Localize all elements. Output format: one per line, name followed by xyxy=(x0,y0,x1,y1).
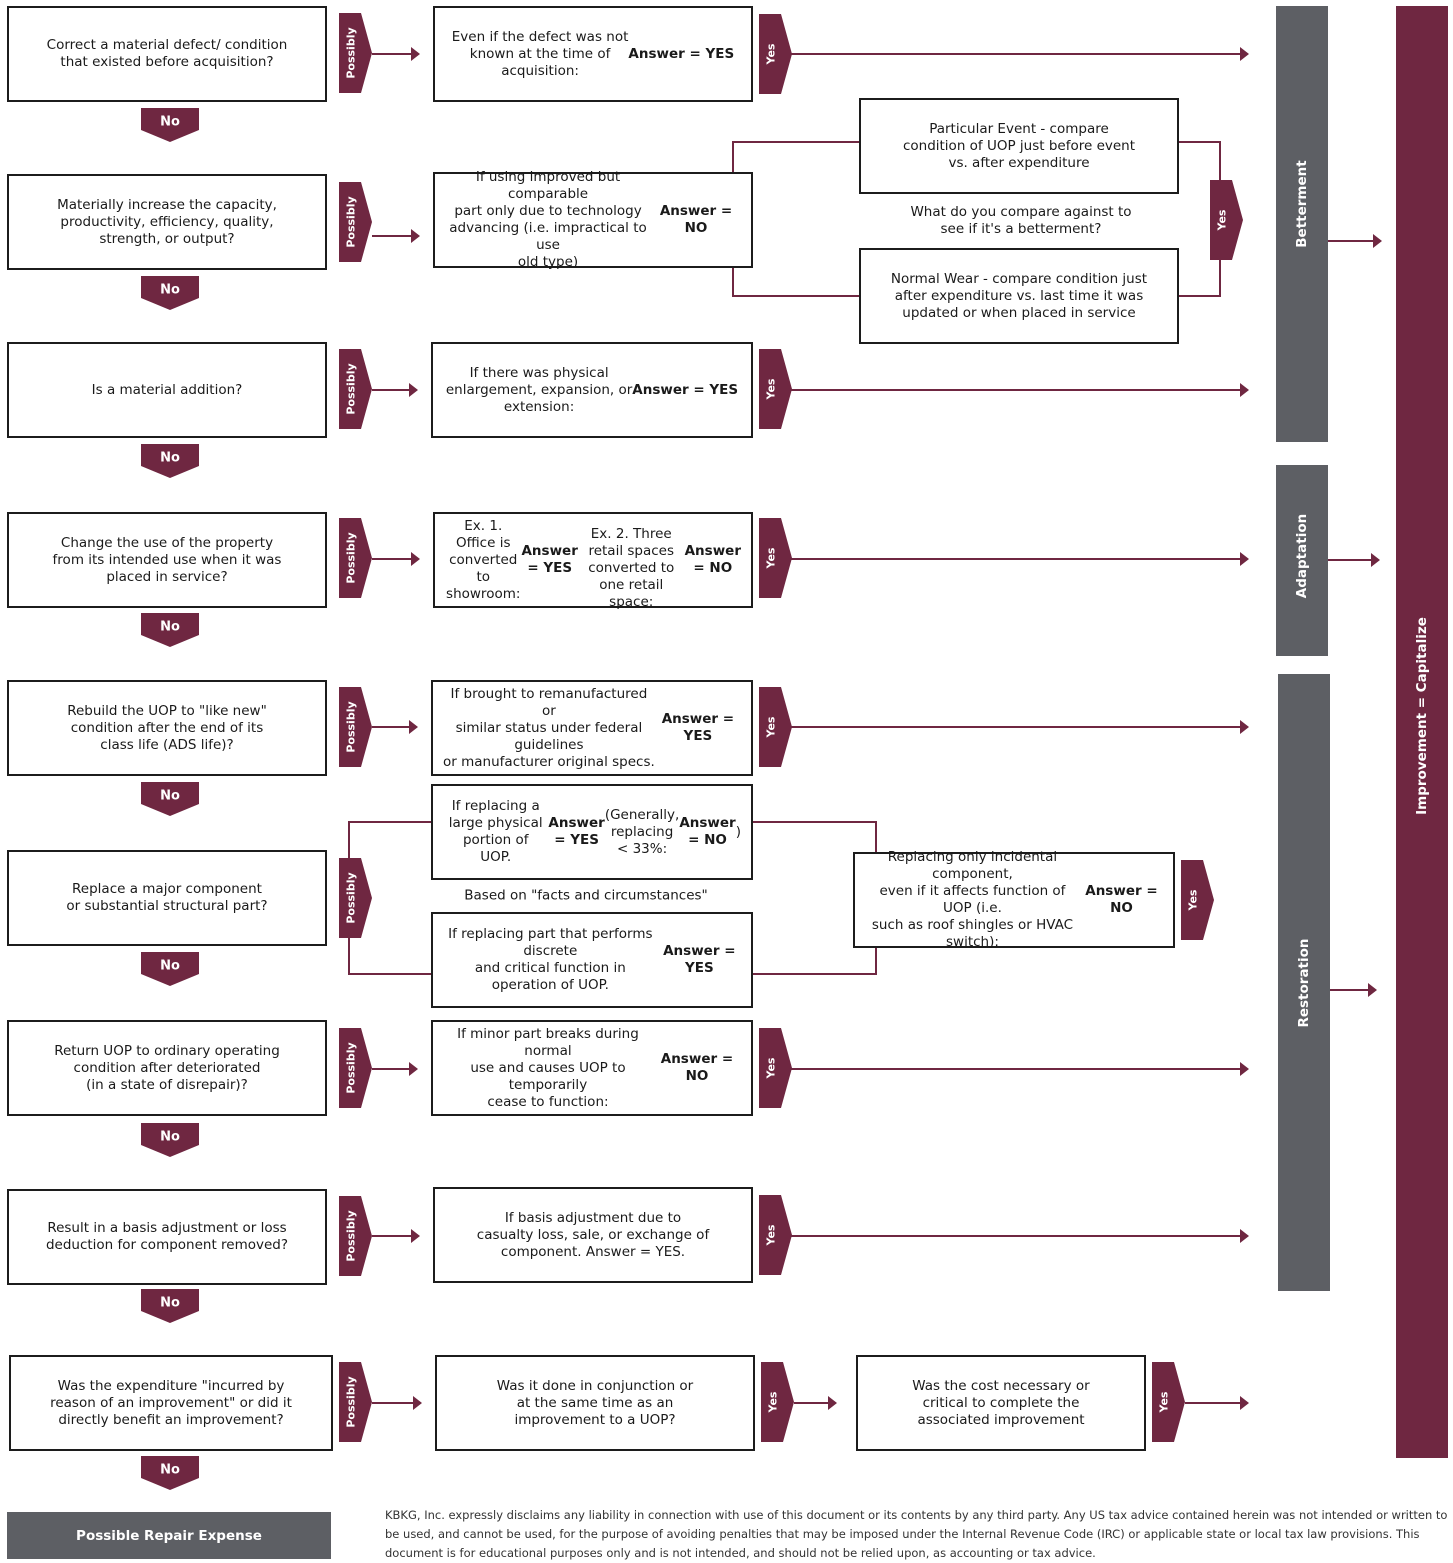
yes-arrow-conjunction-head xyxy=(828,1396,837,1410)
incidental-component-box: Replacing only incidental component, even if it affects function of UOP (i.e. such as roof shingles or HVAC switch): Answer = NO xyxy=(853,852,1175,948)
detail-box-large-portion: If replacing a large physical portion of UOP. Answer = YES (Generally, replacing < 33%: Answer = NO ) xyxy=(431,784,753,880)
arrow-betterment-head xyxy=(1373,234,1382,248)
possibly-tag-2-label: Possibly xyxy=(344,196,358,248)
no-tag-1-label: No xyxy=(160,114,180,130)
yes-tag-betterment-label: Yes xyxy=(1215,209,1229,231)
facts-circumstances-text: Based on "facts and circumstances" xyxy=(464,887,708,904)
yes-arrow-5-head xyxy=(1240,720,1249,734)
yes-arrow-8-head xyxy=(1240,1229,1249,1243)
no-tag-2-label: No xyxy=(160,282,180,298)
no-tag-4-label: No xyxy=(160,619,180,635)
possibly-tag-1-label: Possibly xyxy=(344,27,358,79)
yes-tag-9-label: Yes xyxy=(766,1391,780,1413)
possibly-arrow-9-head xyxy=(413,1396,422,1410)
possibly-arrow-5-head xyxy=(409,720,418,734)
yes-tag-5-label: Yes xyxy=(764,716,778,738)
label-restoration: Restoration xyxy=(1296,937,1312,1028)
question-box-5: Rebuild the UOP to "like new" condition after the end of its class life (ADS life)? xyxy=(7,680,327,776)
question-box-8: Result in a basis adjustment or loss deduction for component removed? xyxy=(7,1189,327,1285)
label-adaptation: Adaptation xyxy=(1294,513,1310,598)
connector-better-bottom xyxy=(733,268,859,296)
connector-replace-top xyxy=(349,822,431,858)
disclaimer-text: KBKG, Inc. expressly disclaims any liability in connection with use of this document or its contents by any third party. Any US tax advice contained herein was not intended or written to be used, and cannot be used, for the purpose of avoiding penalties that may be imposed under the Internal Revenue Code (IRC) or applicable state or local tax law provisions. This document is for educational purposes only and is not intended, and should not be relied upon, as accounting or tax advice. xyxy=(385,1508,1448,1560)
possibly-tag-8-label: Possibly xyxy=(344,1210,358,1262)
connector-better-top xyxy=(733,142,859,172)
no-tag-3-label: No xyxy=(160,450,180,466)
detail-box-9: Was it done in conjunction or at the same time as an improvement to a UOP? xyxy=(435,1355,755,1451)
question-box-2: Materially increase the capacity, productivity, efficiency, quality, strength, or output? xyxy=(7,174,327,270)
possibly-tag-6-label: Possibly xyxy=(344,872,358,924)
label-betterment: Betterment xyxy=(1294,160,1310,248)
question-box-7: Return UOP to ordinary operating condition after deteriorated (in a state of disrepair)? xyxy=(7,1020,327,1116)
connector-replace-right-bottom xyxy=(753,948,876,974)
betterment-normal-wear-box: Normal Wear - compare condition just after expenditure vs. last time it was updated or when placed in service xyxy=(859,248,1179,344)
yes-tag-final-label: Yes xyxy=(1157,1391,1171,1413)
possibly-arrow-2-head xyxy=(411,229,420,243)
connector-better-right-bottom xyxy=(1179,260,1220,296)
label-capitalize: Improvement = Capitalize xyxy=(1414,617,1430,815)
repair-expense-box: Possible Repair Expense xyxy=(7,1512,331,1559)
possibly-tag-5-label: Possibly xyxy=(344,701,358,753)
possibly-tag-9-label: Possibly xyxy=(344,1376,358,1428)
connector-replace-right-top xyxy=(753,822,876,852)
detail-box-8: If basis adjustment due to casualty loss, sale, or exchange of component. Answer = YES. xyxy=(433,1187,753,1283)
question-box-9: Was the expenditure "incurred by reason of an improvement" or did it directly benefit an improvement? xyxy=(9,1355,333,1451)
possibly-arrow-7-head xyxy=(409,1062,418,1076)
yes-arrow-1-head xyxy=(1240,47,1249,61)
no-tag-7-label: No xyxy=(160,1129,180,1145)
arrow-adaptation-head xyxy=(1371,553,1380,567)
detail-box-7: If minor part breaks during normal use and causes UOP to temporarily cease to function: Answer = NO xyxy=(431,1020,753,1116)
arrow-restoration-head xyxy=(1368,983,1377,997)
possibly-arrow-3-head xyxy=(409,383,418,397)
no-tag-8-label: No xyxy=(160,1295,180,1311)
detail-box-3: If there was physical enlargement, expansion, or extension: Answer = YES xyxy=(431,342,753,438)
question-box-1: Correct a material defect/ condition that existed before acquisition? xyxy=(7,6,327,102)
yes-arrow-final-head xyxy=(1240,1396,1249,1410)
yes-tag-incidental-label: Yes xyxy=(1186,889,1200,911)
possibly-tag-7-label: Possibly xyxy=(344,1042,358,1094)
betterment-question: What do you compare against to see if it's a betterment? xyxy=(910,204,1132,237)
yes-tag-7-label: Yes xyxy=(764,1057,778,1079)
yes-arrow-7-head xyxy=(1240,1062,1249,1076)
connector-better-right-top xyxy=(1179,142,1220,180)
yes-tag-4-label: Yes xyxy=(764,547,778,569)
detail-box-4: Ex. 1. Office is converted to showroom: Answer = YES Ex. 2. Three retail spaces converted to one retail space: Answer = NO xyxy=(433,512,753,608)
detail-box-discrete-function: If replacing part that performs discrete and critical function in operation of UOP. Answer = YES xyxy=(431,912,753,1008)
question-box-3: Is a material addition? xyxy=(7,342,327,438)
final-question-box: Was the cost necessary or critical to complete the associated improvement xyxy=(856,1355,1146,1451)
no-tag-5-label: No xyxy=(160,788,180,804)
yes-tag-8-label: Yes xyxy=(764,1224,778,1246)
yes-arrow-3-head xyxy=(1240,383,1249,397)
betterment-particular-event-box: Particular Event - compare condition of UOP just before event vs. after expenditure xyxy=(859,98,1179,194)
connector-replace-bottom xyxy=(349,938,431,974)
yes-tag-1-label: Yes xyxy=(764,43,778,65)
possibly-arrow-4-head xyxy=(411,552,420,566)
question-box-6: Replace a major component or substantial structural part? xyxy=(7,850,327,946)
possibly-tag-3-label: Possibly xyxy=(344,363,358,415)
detail-box-2: If using improved but comparable part only due to technology advancing (i.e. impractical to use old type) Answer = NO xyxy=(433,172,753,268)
detail-box-5: If brought to remanufactured or similar status under federal guidelines or manufacturer original specs. Answer = YES xyxy=(431,680,753,776)
yes-tag-3-label: Yes xyxy=(764,378,778,400)
question-box-4: Change the use of the property from its intended use when it was placed in service? xyxy=(7,512,327,608)
possibly-arrow-1-head xyxy=(411,47,420,61)
no-tag-9-label: No xyxy=(160,1462,180,1478)
no-tag-6-label: No xyxy=(160,958,180,974)
possibly-arrow-8-head xyxy=(411,1229,420,1243)
possibly-tag-4-label: Possibly xyxy=(344,532,358,584)
yes-arrow-4-head xyxy=(1240,552,1249,566)
detail-box-1: Even if the defect was not known at the time of acquisition: Answer = YES xyxy=(433,6,753,102)
